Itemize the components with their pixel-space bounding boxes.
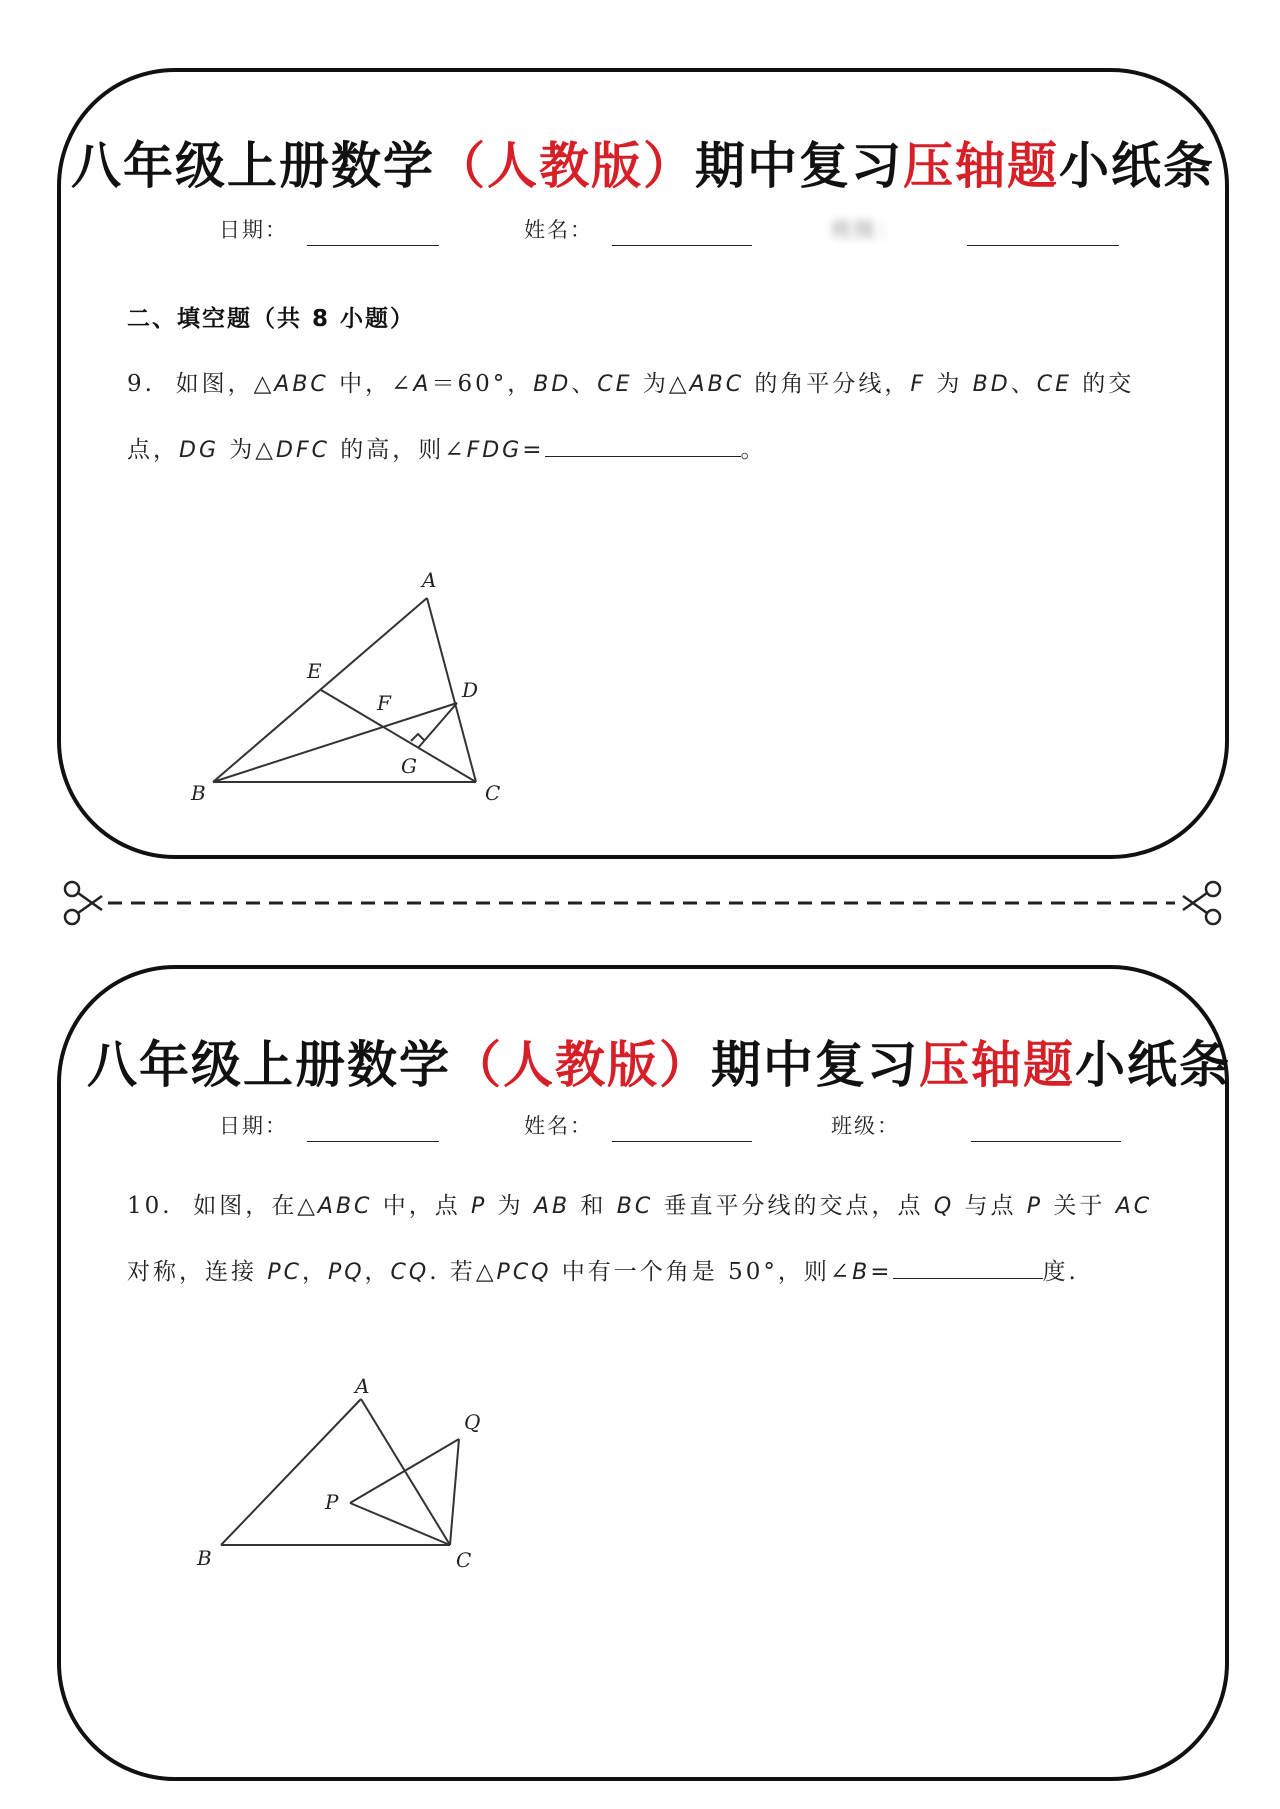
question-10-line-1: [127, 1187, 1152, 1220]
segment-BD: [213, 703, 457, 782]
card-title: [61, 126, 1225, 198]
title-suffix: 小纸条: [1075, 1035, 1231, 1094]
q10-text: 中，点: [372, 1193, 472, 1219]
class-label: 班级：: [831, 218, 900, 242]
triangle-figure-9: [121, 492, 521, 812]
title-edition: （人教版）: [435, 136, 695, 195]
title-suffix: 小纸条: [1059, 136, 1215, 195]
q9-var: FDG: [466, 438, 523, 463]
q9-text: 为△: [219, 437, 276, 463]
q10-text: 垂直平分线的交点，点: [653, 1193, 934, 1219]
question-number: 10.: [127, 1193, 173, 1219]
section-heading: 二、填空题（共 8 小题）: [127, 306, 416, 332]
q10-text: ，: [364, 1259, 391, 1285]
class-blank[interactable]: [967, 245, 1119, 246]
title-main: 八年级上册数学: [71, 136, 435, 195]
q10-var: B: [852, 1260, 871, 1285]
q10-var: P: [471, 1194, 488, 1219]
q9-var: ABC: [689, 372, 745, 397]
q10-var: PCQ: [496, 1260, 552, 1285]
date-field[interactable]: [219, 1110, 479, 1136]
q10-var: AB: [533, 1194, 571, 1219]
q9-var: BD: [533, 372, 572, 397]
segment-CQ: [450, 1439, 459, 1545]
name-field[interactable]: [524, 214, 824, 240]
class-field[interactable]: [831, 214, 1131, 240]
title-topic: 期中复习: [695, 136, 903, 195]
cut-line: [60, 880, 1225, 926]
name-blank[interactable]: [612, 1141, 752, 1142]
q9-text: 点，: [127, 437, 179, 463]
name-field[interactable]: [524, 1110, 824, 1136]
question-9-line-2: [127, 431, 767, 464]
title-main: 八年级上册数学: [87, 1035, 451, 1094]
worksheet-card-2: [57, 965, 1229, 1781]
label-G: G: [401, 754, 417, 778]
answer-blank[interactable]: [545, 434, 741, 457]
q9-text: 、: [1010, 371, 1037, 397]
q9-text: =: [522, 437, 545, 463]
label-P: P: [325, 1490, 339, 1514]
q10-var: Q: [933, 1194, 955, 1219]
label-A: A: [355, 1374, 370, 1398]
date-blank[interactable]: [307, 245, 439, 246]
q10-var: P: [1026, 1194, 1044, 1219]
q9-text: 、: [571, 371, 598, 397]
name-label: 姓名：: [524, 1114, 593, 1138]
right-angle-mark: [411, 734, 425, 741]
q9-text: 为△: [632, 371, 690, 397]
q10-var: AC: [1115, 1194, 1153, 1219]
question-9: [127, 365, 1197, 475]
label-B: B: [197, 1546, 212, 1570]
q10-text: 对称，连接: [127, 1259, 268, 1285]
card-title: [77, 1025, 1241, 1097]
date-blank[interactable]: [307, 1141, 439, 1142]
triangle-figure-10: [121, 1369, 521, 1629]
q9-var: DG: [179, 438, 219, 463]
label-A: A: [422, 568, 437, 592]
q10-var: CQ: [390, 1260, 430, 1285]
scissors-icon-right: [1183, 882, 1220, 924]
q10-var: ABC: [317, 1194, 373, 1219]
q9-var: CE: [1036, 372, 1072, 397]
q9-text: 如图，△: [175, 371, 275, 397]
q9-text: 的角平分线，: [744, 371, 911, 397]
scissors-icon-left: [65, 882, 102, 924]
question-9-line-1: [127, 365, 1134, 398]
label-C: C: [456, 1548, 472, 1572]
segment-PQ: [350, 1439, 459, 1503]
q10-text: 如图，在△: [193, 1193, 318, 1219]
q10-text: 关于: [1043, 1193, 1116, 1219]
q9-var: F: [910, 372, 927, 397]
q9-text: 为: [926, 371, 973, 397]
label-E: E: [307, 659, 322, 683]
segment-BA: [221, 1399, 361, 1545]
q10-text: 中有一个角是 50°，则∠: [551, 1259, 853, 1285]
q9-var: BD: [972, 372, 1011, 397]
q10-text: 度.: [1042, 1259, 1079, 1285]
q10-text: . 若△: [429, 1259, 497, 1285]
label-C: C: [485, 781, 501, 805]
title-highlight: 压轴题: [919, 1035, 1075, 1094]
question-10-line-2: [127, 1253, 1079, 1286]
q10-text: ，: [301, 1259, 328, 1285]
class-blank[interactable]: [971, 1141, 1121, 1142]
q10-var: PC: [267, 1260, 302, 1285]
q10-text: =: [870, 1259, 893, 1285]
label-D: D: [462, 678, 479, 702]
q9-text: 中，∠: [328, 371, 414, 397]
q9-var: A: [413, 372, 432, 397]
q10-var: BC: [616, 1194, 654, 1219]
class-field[interactable]: [831, 1110, 1151, 1136]
date-label: 日期：: [219, 1114, 288, 1138]
question-10: [127, 1187, 1197, 1307]
q9-text: 的高，则∠: [329, 437, 467, 463]
date-label: 日期：: [219, 218, 288, 242]
q9-var: ABC: [274, 372, 329, 397]
q9-text: 的交: [1071, 371, 1135, 397]
segment-PC: [350, 1503, 450, 1545]
q10-text: 与点: [954, 1193, 1027, 1219]
title-edition: （人教版）: [451, 1035, 711, 1094]
q9-text: ＝60°，: [431, 371, 534, 397]
q9-var: CE: [597, 372, 633, 397]
name-blank[interactable]: [612, 245, 752, 246]
q10-text: 为: [487, 1193, 534, 1219]
name-label: 姓名：: [524, 218, 593, 242]
label-B: B: [191, 781, 206, 805]
segment-AC: [361, 1399, 450, 1545]
question-number: 9.: [127, 371, 155, 397]
label-F: F: [377, 691, 391, 715]
title-highlight: 压轴题: [903, 136, 1059, 195]
q10-var: PQ: [327, 1260, 365, 1285]
q10-text: 和: [570, 1193, 617, 1219]
segment-BA: [213, 598, 427, 782]
q9-var: DFC: [276, 438, 330, 463]
worksheet-card-1: [57, 68, 1229, 859]
q9-text: 。: [740, 437, 767, 463]
date-field[interactable]: [219, 214, 479, 240]
answer-blank[interactable]: [893, 1256, 1043, 1279]
class-label: 班级：: [831, 1114, 900, 1138]
title-topic: 期中复习: [711, 1035, 919, 1094]
label-Q: Q: [464, 1410, 481, 1434]
